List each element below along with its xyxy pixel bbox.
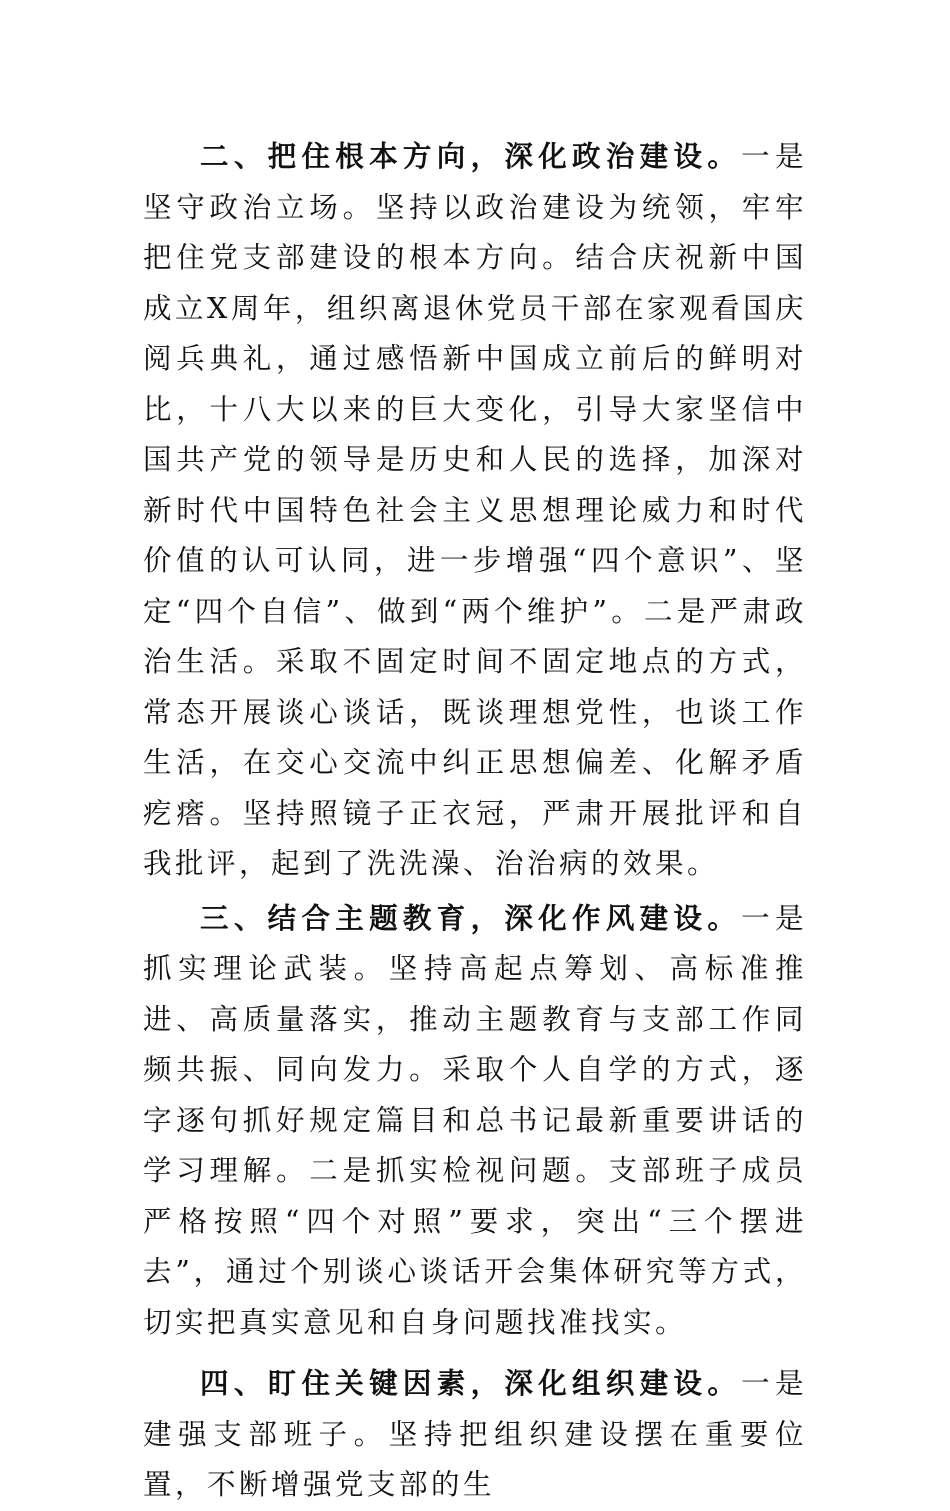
paragraph-organization-construction	[143, 1358, 807, 1511]
paragraph-political-construction	[143, 131, 807, 890]
paragraph-text: 一是抓实理论武装。坚持高起点筹划、高标准推进、高质量落实，推动主题教育与支部工作同频共振、同向发力。采取个人自学的方式，逐字逐句抓好规定篇目和总书记最新重要讲话的学习理解。二是抓实检视问题。支部班子成员严格按照“四个对照”要求，突出“三个摆进去”，通过个别谈心谈话开会集体研究等方式，切实把真实意见和自身问题找准找实。	[143, 901, 807, 1339]
paragraph-text: 一是建强支部班子。坚持把组织建设摆在重要位置，不断增强党支部的生	[143, 1367, 807, 1501]
paragraph-heading: 二、把住根本方向，深化政治建设。	[200, 139, 742, 173]
document-body	[143, 131, 807, 1511]
paragraph-heading: 四、盯住关键因素，深化组织建设。	[200, 1366, 742, 1400]
paragraph-heading: 三、结合主题教育，深化作风建设。	[200, 900, 742, 935]
paragraph-text: 一是坚守政治立场。坚持以政治建设为统领，牢牢把住党支部建设的根本方向。结合庆祝新中国成立X周年，组织离退休党员干部在家观看国庆阅兵典礼，通过感悟新中国成立前后的鲜明对比，十八大以来的巨大变化，引导大家坚信中国共产党的领导是历史和人民的选择，加深对新时代中国特色社会主义思想理论威力和时代价值的认可认同，进一步增强“四个意识”、坚定“四个自信”、做到“两个维护”。二是严肃政治生活。采取不固定时间不固定地点的方式，常态开展谈心谈话，既谈理想党性，也谈工作生活，在交心交流中纠正思想偏差、化解矛盾疙瘩。坚持照镜子正衣冠，严肃开展批评和自我批评，起到了洗洗澡、治治病的效果。	[143, 140, 807, 880]
paragraph-work-style-construction	[143, 893, 807, 1349]
